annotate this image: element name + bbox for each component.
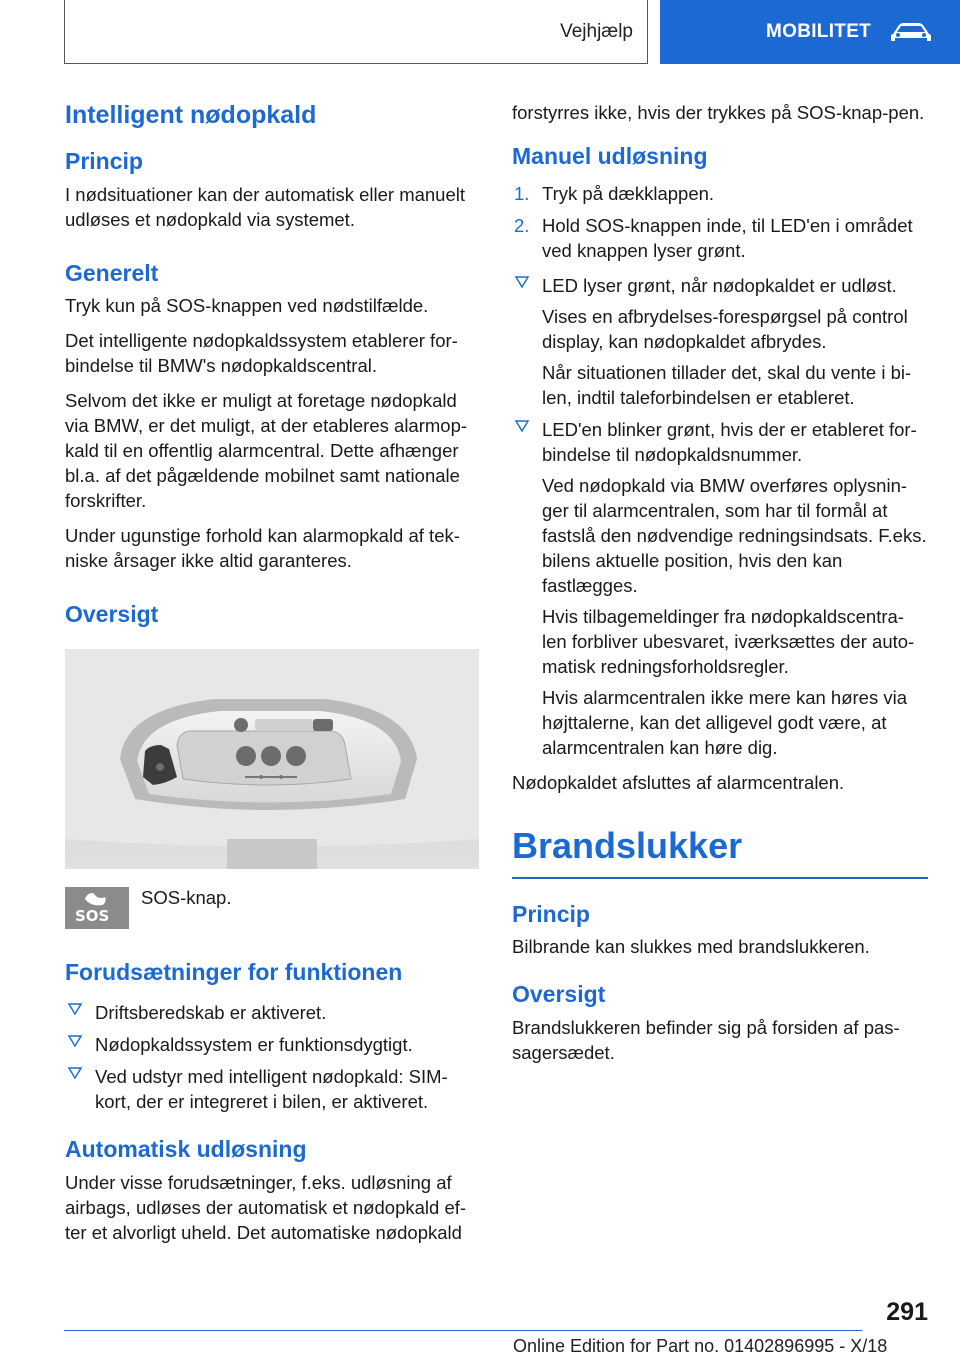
list-item: LED'en blinker grønt, hvis der er etableret for-bindelse til nødopkaldsnummer. Ved nødopkald via BMW overføres oplysnin-ger til alarmcentralen, som har til formål at fastslå den nødvendige redningsindsats. F.eks. bilens aktuelle position, hvis den kan fastlægges. Hvis tilbagemeldinger fra nødopkaldscentra-len forbliver ubesvaret, iværksættes der auto-matisk redningsforholdsregler. Hvis alarmcentralen ikke mere kan høres via højttalerne, kan det alligevel godt være, at alarmcentralen kan høre dig. [512, 417, 928, 760]
triangle-bullet-icon [68, 1003, 82, 1015]
general-paragraph-4: Under ugunstige forhold kan alarmopkald af tek-niske årsager ikke altid garanteres. [65, 525, 460, 572]
general-paragraph-2: Det intelligente nødopkaldssystem etablerer for-bindelse til BMW's nødopkaldscentral. [65, 330, 458, 377]
automatic-trigger-heading: Automatisk udløsning [65, 1136, 307, 1163]
list-item: Ved udstyr med intelligent nødopkald: SIM-kort, der er integreret i bilen, er aktiveret. [65, 1064, 479, 1114]
principle-heading: Princip [65, 148, 143, 174]
general-paragraph-1: Tryk kun på SOS-knappen ved nødstilfælde. [65, 295, 429, 317]
fire-overview-heading: Oversigt [512, 981, 606, 1008]
result-list [512, 273, 928, 760]
overview-heading: Oversigt [65, 601, 159, 628]
triangle-bullet-icon [68, 1067, 82, 1079]
manual-steps-list [512, 181, 928, 263]
list-item: 1. Tryk på dækklappen. [514, 182, 715, 204]
step-number: 2. [514, 214, 530, 236]
manual-trigger-heading: Manuel udløsning [512, 143, 708, 169]
edition-text: Online Edition for Part no. 01402896995 - X/18 [513, 1336, 888, 1356]
list-item: 2. Hold SOS-knappen inde, til LED'en i området ved knappen lyser grønt. [514, 214, 913, 261]
overhead-console-image [65, 649, 479, 869]
principle-text: I nødsituationer kan der automatisk eller manuelt udløses et nødopkald via systemet. [65, 183, 466, 230]
footer-divider [64, 1330, 862, 1331]
general-paragraph-3: Selvom det ikke er muligt at foretage nødopkald via BMW, er det muligt, at der etableres alarmop-kald til en offentlig alarmcentral. Dette afhænger bl.a. af det pågældende mobilnet samt nationale forskrifter. [65, 390, 468, 512]
right-column [512, 100, 928, 1075]
end-text: Nødopkaldet afsluttes af alarmcentralen. [512, 771, 845, 793]
step-number: 1. [514, 182, 530, 204]
automatic-trigger-text: Under visse forudsætninger, f.eks. udløsning af airbags, udløses der automatisk et nødopkald ef-ter et alvorligt uheld. Det automatiske nødopkald [65, 1171, 467, 1243]
tab-roadside-help[interactable] [64, 0, 648, 64]
sos-button-icon [65, 887, 129, 929]
list-item: LED lyser grønt, når nødopkaldet er udløst. Vises en afbrydelses-forespørgsel på control display, kan nødopkaldet afbrydes. Når situationen tillader det, skal du vente i bi-len, indtil taleforbindelsen er etableret. [512, 273, 928, 410]
list-item: Nødopkaldssystem er funktionsdygtigt. [65, 1032, 479, 1057]
page-number: 291 [886, 1298, 928, 1326]
triangle-bullet-icon [68, 1035, 82, 1047]
continued-text: forstyrres ikke, hvis der trykkes på SOS-knap-pen. [512, 102, 925, 123]
prerequisites-heading: Forudsætninger for funktionen [65, 958, 403, 985]
car-icon [887, 20, 935, 44]
triangle-bullet-icon [515, 420, 529, 432]
section-title: Intelligent nødopkald [65, 101, 317, 129]
fire-principle-heading: Princip [512, 900, 590, 927]
prerequisites-list [65, 1000, 479, 1114]
fire-principle-text: Bilbrande kan slukkes med brandslukkeren. [512, 936, 870, 958]
tab-mobility[interactable] [660, 0, 960, 64]
sos-icon-text: SOS [75, 906, 110, 925]
list-item: Driftsberedskab er aktiveret. [65, 1000, 479, 1025]
triangle-bullet-icon [515, 276, 529, 288]
tab-mobility-label: MOBILITET [766, 21, 872, 42]
left-column [65, 100, 479, 1255]
legend-label: SOS-knap. [141, 886, 232, 908]
tab-roadside-help-label: Vejhjælp [560, 20, 633, 42]
fire-extinguisher-title: Brandslukker [512, 825, 928, 879]
legend-row [65, 887, 479, 929]
fire-overview-text: Brandslukkeren befinder sig på forsiden af pas-sagersædet. [512, 1016, 900, 1063]
general-heading: Generelt [65, 259, 159, 286]
